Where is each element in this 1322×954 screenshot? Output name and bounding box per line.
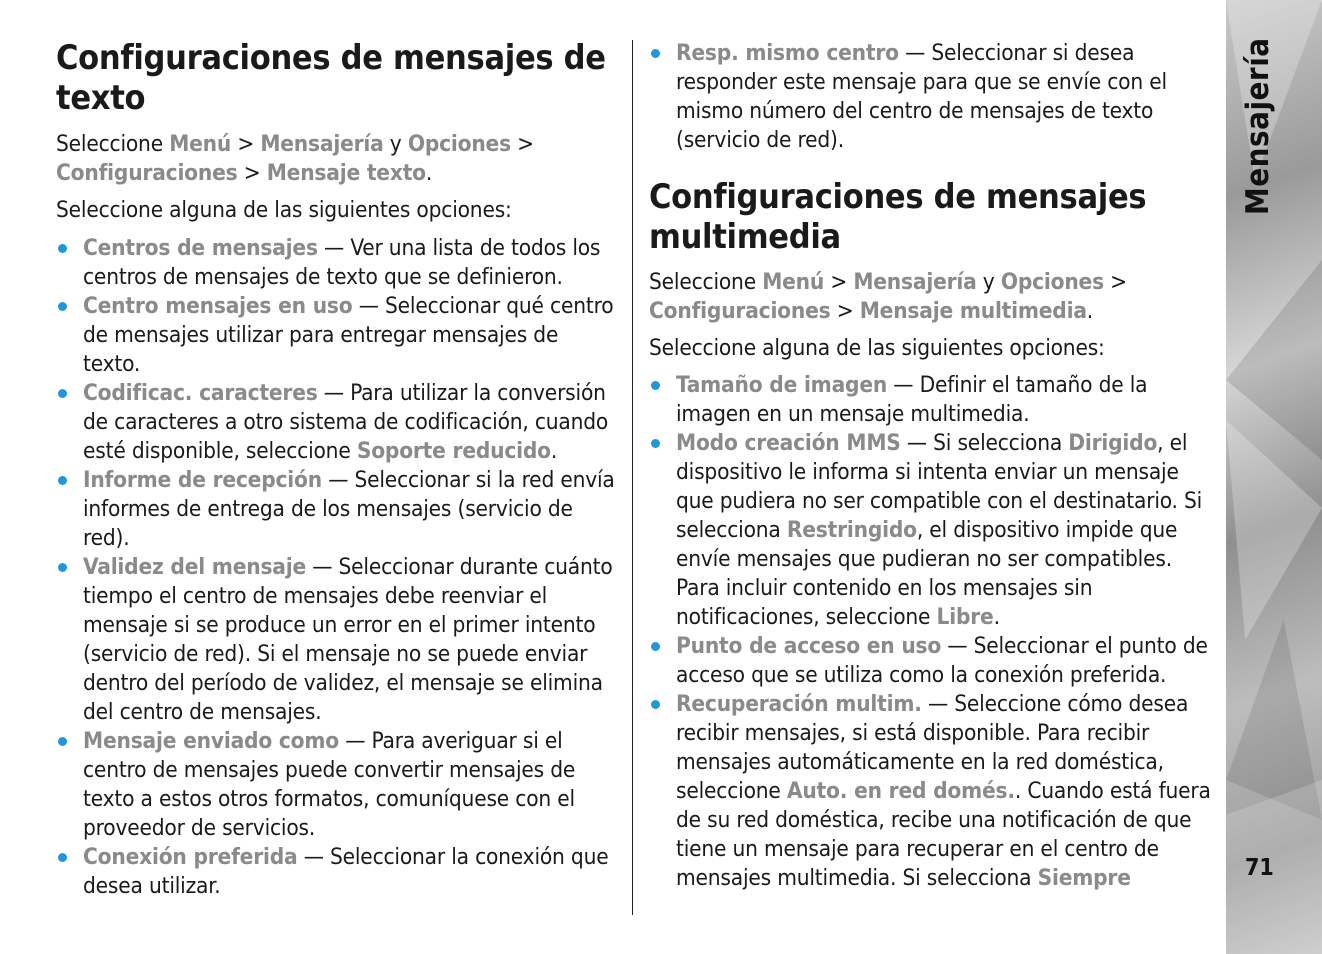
option-description: — Si selecciona (900, 430, 1069, 456)
list-item (56, 466, 618, 553)
options-list (649, 371, 1214, 893)
option-description: — Seleccionar el punto de acceso que se utiliza como la conexión preferida. (676, 633, 1208, 688)
path-item-settings: Configuraciones (649, 298, 831, 324)
list-item (56, 727, 618, 843)
column-divider (632, 40, 633, 915)
option-value: Auto. en red domés. (786, 778, 1015, 804)
section-title-multimedia-messages: Configuraciones de mensajes multimedia (649, 177, 1147, 257)
list-item (56, 234, 618, 292)
list-item (56, 292, 618, 379)
options-list-continued (649, 39, 1214, 155)
sidebar-facet (1226, 260, 1322, 460)
option-label: Informe de recepción (83, 467, 322, 493)
list-item (649, 632, 1214, 690)
path-item-options: Opciones (1000, 269, 1104, 295)
path-item-options: Opciones (407, 131, 511, 157)
intro-text: Seleccione alguna de las siguientes opciones: (649, 335, 1105, 361)
path-sep: > (1103, 269, 1127, 295)
path-text: . (1086, 298, 1094, 324)
menu-path (649, 268, 1214, 326)
list-item (649, 39, 1214, 155)
path-item-messaging: Mensajería (260, 131, 384, 157)
option-description: . Cuando está fuera de su red doméstica, recibe una notificación de que tiene un mensaje para recuperar en el centro de mensajes multimedia. Si selecciona (676, 778, 1211, 891)
list-item (56, 843, 618, 901)
option-description: — Seleccionar durante cuánto tiempo el centro de mensajes debe reenviar el mensaje si se produce un error en el primer intento (servicio de red). Si el mensaje no se puede enviar dentro del período de validez, el mensaje se elimina del centro de mensajes. (83, 554, 613, 725)
path-sep: > (510, 131, 534, 157)
section-title-text-messages: Configuraciones de mensajes de texto (56, 38, 606, 118)
intro-text: Seleccione alguna de las siguientes opciones: (56, 197, 512, 223)
list-item (56, 379, 618, 466)
list-item (649, 690, 1214, 893)
path-item-menu: Menú (762, 269, 825, 295)
menu-path (56, 130, 618, 188)
chapter-title: Mensajería (1240, 37, 1276, 215)
options-list (56, 234, 618, 901)
option-value: Restringido (786, 517, 917, 543)
option-label: Tamaño de imagen (676, 372, 888, 398)
path-item-menu: Menú (169, 131, 232, 157)
option-label: Recuperación multim. (676, 691, 922, 717)
option-label: Codificac. caracteres (83, 380, 318, 406)
option-value: Soporte reducido (356, 438, 551, 464)
left-column (56, 0, 618, 901)
page-number: 71 (1245, 855, 1274, 881)
option-description: — Ver una lista de todos los centros de mensajes de texto que se definieron. (83, 235, 601, 290)
path-item-messaging: Mensajería (853, 269, 977, 295)
option-description: — Para utilizar la conversión de caracteres a otro sistema de codificación, cuando esté disponible, seleccione (83, 380, 609, 464)
path-sep: > (824, 269, 854, 295)
path-item-multimedia-message: Mensaje multimedia (859, 298, 1087, 324)
path-text: Seleccione (649, 269, 763, 295)
list-item (56, 553, 618, 727)
option-label: Validez del mensaje (83, 554, 307, 580)
option-value: Libre (936, 604, 994, 630)
option-label: Conexión preferida (83, 844, 298, 870)
option-description: — Seleccione cómo desea recibir mensajes, si está disponible. Para recibir mensajes automáticamente en la red doméstica, seleccione (676, 691, 1189, 804)
list-item (649, 371, 1214, 429)
path-text: y (383, 131, 408, 157)
option-description: — Seleccionar la conexión que desea utilizar. (83, 844, 609, 899)
option-value: Siempre (1037, 865, 1131, 891)
option-label: Mensaje enviado como (83, 728, 339, 754)
option-description: — Definir el tamaño de la imagen en un mensaje multimedia. (676, 372, 1148, 427)
path-text: . (425, 160, 433, 186)
option-label: Modo creación MMS (676, 430, 901, 456)
list-item (649, 429, 1214, 632)
sidebar-facet (1226, 420, 1322, 640)
option-description: — Para averiguar si el centro de mensajes puede convertir mensajes de texto a estos otros formatos, comuníquese con el proveedor de servicios. (83, 728, 576, 841)
path-sep: > (830, 298, 860, 324)
path-text: y (976, 269, 1001, 295)
option-description: — Seleccionar si la red envía informes de entrega de los mensajes (servicio de red). (83, 467, 615, 551)
option-description: , el dispositivo impide que envíe mensajes que pudieran no ser compatibles. Para incluir contenido en los mensajes sin notificaciones, seleccione (676, 517, 1178, 630)
option-description: — Seleccionar si desea responder este mensaje para que se envíe con el mismo número del centro de mensajes de texto (servicio de red). (676, 40, 1167, 153)
option-description: . (993, 604, 1000, 630)
path-sep: > (237, 160, 267, 186)
option-label: Centros de mensajes (83, 235, 318, 261)
option-description: , el dispositivo le informa si intenta enviar un mensaje que pudiera no ser compatible con el destinatario. Si selecciona (676, 430, 1203, 543)
path-item-text-message: Mensaje texto (266, 160, 426, 186)
path-sep: > (231, 131, 261, 157)
path-text: Seleccione (56, 131, 170, 157)
option-description: . (550, 438, 558, 464)
right-column (649, 0, 1214, 893)
option-description: — Seleccionar qué centro de mensajes utilizar para entregar mensajes de texto. (83, 293, 614, 377)
path-item-settings: Configuraciones (56, 160, 238, 186)
option-label: Resp. mismo centro (676, 40, 899, 66)
option-value: Dirigido (1068, 430, 1158, 456)
option-label: Centro mensajes en uso (83, 293, 353, 319)
option-label: Punto de acceso en uso (676, 633, 942, 659)
